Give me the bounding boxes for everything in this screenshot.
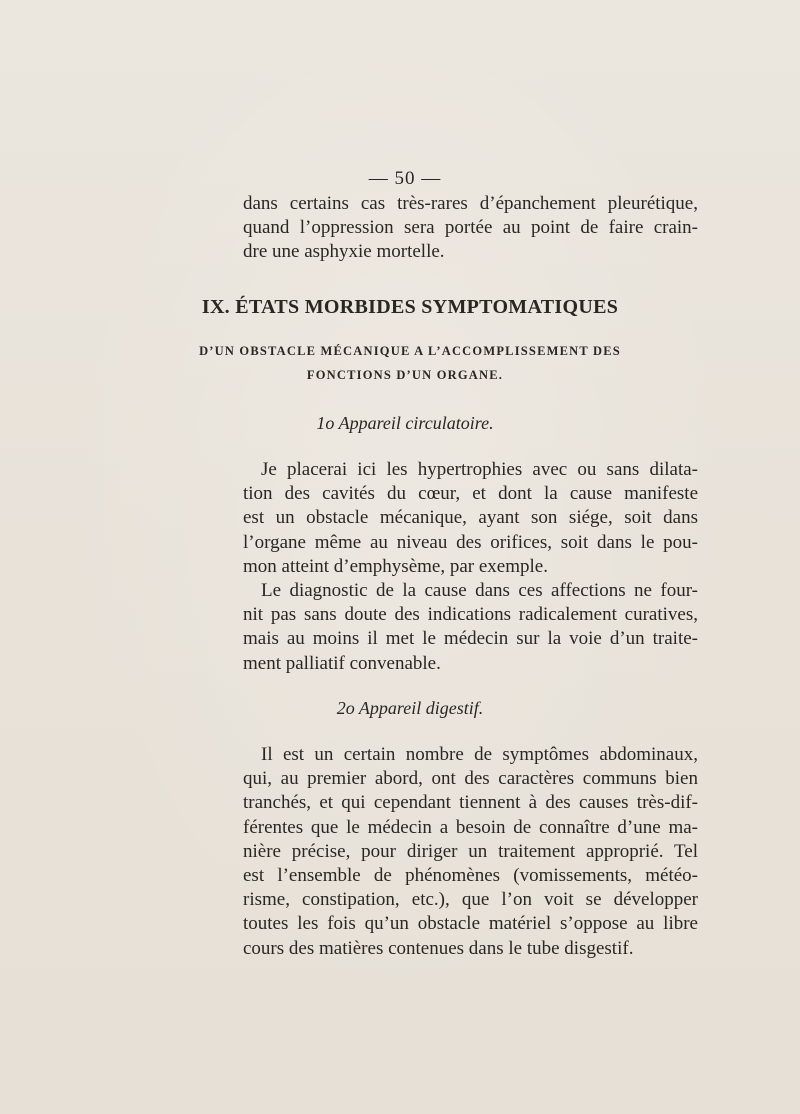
text-line: mais au moins il met le médecin sur la voie d’un traite- [243,628,698,650]
text-line: tion des cavités du cœur, et dont la cause manifeste [243,483,698,505]
chapter-heading: IX. ÉTATS MORBIDES SYMPTOMATIQUES [201,296,619,318]
text-line: Je placerai ici les hypertrophies avec ou sans dilata- [261,459,698,480]
text-line: est l’ensemble de phénomènes (vomissements, météo- [243,865,698,887]
text-line: quand l’oppression sera portée au point de faire crain- [243,217,698,239]
text-line: cours des matières contenues dans le tube disgestif. [243,937,634,959]
text-line: qui, au premier abord, ont des caractères communs bien [243,768,698,790]
intro-paragraph [243,192,698,265]
text-line: Le diagnostic de la cause dans ces affections ne four- [261,580,698,601]
section-title-circulatoire: 1o Appareil circulatoire. [316,413,494,433]
paragraph-circulatoire-2 [243,579,698,676]
text-line: risme, constipation, etc.), que l’on voit se développer [243,889,698,911]
section-title-digestif: 2o Appareil digestif. [336,698,484,718]
text-line: mon atteint d’emphysème, par exemple. [243,555,548,577]
text-line: férentes que le médecin a besoin de connaître d’une ma- [243,816,698,838]
text-line: Il est un certain nombre de symptômes abdominaux, [261,744,698,765]
text-line: nit pas sans doute des indications radicalement curatives, [243,604,698,626]
text-line: dre une asphyxie mortelle. [243,241,445,263]
text-line: est un obstacle mécanique, ayant son siége, soit dans [243,507,698,529]
text-line: nière précise, pour diriger un traitement approprié. Tel [243,840,698,862]
text-line: ment palliatif convenable. [243,652,441,674]
page-number: — 50 — [368,168,442,189]
chapter-subheading-line-1: D’UN OBSTACLE MÉCANIQUE A L’ACCOMPLISSEMENT DES [199,344,621,358]
paragraph-circulatoire-1 [243,458,698,579]
paragraph-digestif-1 [243,743,698,961]
text-line: tranchés, et qui cependant tiennent à des causes très-dif- [243,792,698,814]
text-line: dans certains cas très-rares d’épanchement pleurétique, [243,193,698,214]
text-line: toutes les fois qu’un obstacle matériel s’oppose au libre [243,913,698,935]
chapter-subheading-line-2: FONCTIONS D’UN ORGANE. [306,368,504,382]
text-line: l’organe même au niveau des orifices, soit dans le pou- [243,531,698,553]
